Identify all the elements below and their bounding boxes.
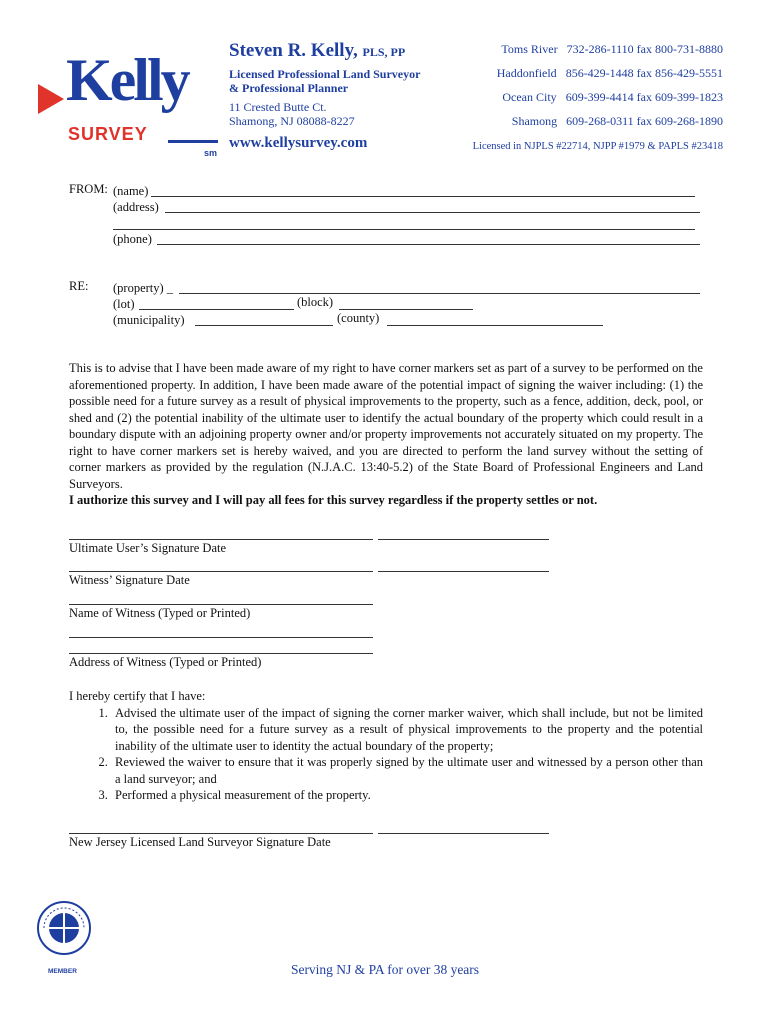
witness-signature-label: Witness’ Signature Date — [69, 573, 190, 587]
user-signature-line[interactable] — [69, 539, 373, 540]
re-property-row[interactable] — [113, 279, 700, 294]
address-line-1: 11 Crested Butte Ct. — [229, 100, 327, 114]
user-signature-label: Ultimate User’s Signature Date — [69, 541, 227, 555]
phone-field-label: (phone) — [113, 232, 152, 246]
county-line[interactable] — [387, 325, 603, 326]
certify-intro: I hereby certify that I have: — [69, 689, 206, 703]
logo-word: Kelly — [66, 47, 188, 113]
witness-name-line[interactable] — [69, 604, 373, 605]
address-line-2: Shamong, NJ 08088-8227 — [229, 114, 355, 128]
logo-arrow-icon — [38, 84, 66, 114]
property-field-label: (property) _ — [113, 281, 174, 295]
surveyor-title — [229, 67, 420, 95]
witness-address-line-2[interactable] — [69, 653, 373, 654]
office-phones: 609-268-0311 fax 609-268-1890 — [566, 114, 723, 128]
from-address-row[interactable] — [113, 198, 700, 213]
office-contacts — [433, 42, 723, 138]
witness-name-label: Name of Witness (Typed or Printed) — [69, 606, 251, 620]
office-phones: 732-286-1110 fax 800-731-8880 — [566, 42, 723, 56]
from-label: FROM: — [69, 182, 108, 196]
office-toms-river — [433, 42, 723, 66]
name-field-label: (name) — [113, 184, 149, 198]
society-seal-icon — [36, 898, 92, 966]
certify-list — [69, 705, 703, 804]
municipality-field-label: (municipality) — [113, 313, 185, 327]
name-line[interactable] — [151, 196, 695, 197]
re-label: RE: — [69, 279, 89, 293]
county-field-label: (county) — [337, 311, 380, 325]
title-line-2: & Professional Planner — [229, 81, 349, 95]
logo-subtitle: SURVEY — [68, 124, 148, 144]
witness-signature-line[interactable] — [69, 571, 373, 572]
waiver-paragraph — [69, 360, 703, 509]
from-name-row[interactable] — [113, 182, 695, 197]
certification-section — [69, 688, 703, 804]
logo-service-mark: sm — [204, 148, 218, 158]
surveyor-name-text: Steven R. Kelly, — [229, 40, 358, 61]
block-line[interactable] — [339, 309, 473, 310]
office-phones: 856-429-1448 fax 856-429-5551 — [565, 66, 723, 80]
office-ocean-city — [433, 90, 723, 114]
office-phones: 609-399-4414 fax 609-399-1823 — [565, 90, 723, 104]
office-city: Ocean City — [502, 90, 557, 104]
company-logo — [38, 44, 223, 164]
certify-item: 2. Reviewed the waiver to ensure that it was properly signed by the ultimate user and witnessed by a person other than a land surveyor; and — [111, 754, 703, 787]
certify-item: 1. Advised the ultimate user of the impact of signing the corner marker waiver, which shall include, but not be limited to, the possible need for a future survey as a result of physical improvements to the property and the potential inability of the ultimate user to identity the actual boundary of the property; — [111, 705, 703, 755]
office-haddonfield — [433, 66, 723, 90]
phone-line[interactable] — [157, 244, 700, 245]
surveyor-name — [229, 40, 405, 62]
witness-address-label: Address of Witness (Typed or Printed) — [69, 655, 262, 669]
website-link[interactable]: www.kellysurvey.com — [229, 135, 368, 151]
from-phone-row[interactable] — [113, 230, 700, 245]
address-line[interactable] — [165, 212, 700, 213]
re-municipality-county-row[interactable] — [113, 311, 603, 326]
municipality-line[interactable] — [195, 325, 333, 326]
title-line-1: Licensed Professional Land Surveyor — [229, 67, 421, 81]
office-city: Toms River — [501, 42, 558, 56]
authorize-statement: I authorize this survey and I will pay all fees for this survey regardless if the property settles or not. — [69, 493, 598, 507]
property-line[interactable] — [179, 293, 700, 294]
lot-field-label: (lot) — [113, 297, 135, 311]
surveyor-credentials: PLS, PP — [362, 45, 406, 59]
office-city: Haddonfield — [496, 66, 557, 80]
address-field-label: (address) — [113, 200, 159, 214]
office-shamong — [433, 114, 723, 138]
seal-member-label: MEMBER — [48, 968, 77, 975]
witness-address-line-1[interactable] — [69, 637, 373, 638]
license-numbers: Licensed in NJPLS #22714, NJPP #1979 & PAPLS #23418 — [472, 141, 723, 152]
lot-line[interactable] — [139, 309, 294, 310]
waiver-text: This is to advise that I have been made aware of my right to have corner markers set as part of a survey to be performed on the aforementioned property. In addition, I have been made aware of the potential impact of signing the waiver including: (1) the possible need for a future survey as a result of physical improvements to the property, such as a fence, addition, deck, pool, or shed and (2) the potential inability of the ultimate user to identify the actual boundary of the property which could result in a boundary dispute with an adjoining property owner and/or property improvements not accurately situated on my property. The right to have corner markers set is hereby waived, and you are directed to perform the land survey without the setting of corner markers as provided by the regulation (N.J.A.C. 13:40-5.2) of the State Board of Professional Engineers and Land Surveyors. — [69, 361, 703, 491]
re-lot-block-row[interactable] — [113, 295, 473, 310]
tagline: Serving NJ & PA for over 38 years — [290, 962, 480, 977]
surveyor-date-line[interactable] — [378, 833, 549, 834]
surveyor-signature-line[interactable] — [69, 833, 373, 834]
witness-date-line[interactable] — [378, 571, 549, 572]
certify-item: 3. Performed a physical measurement of the property. — [111, 787, 703, 804]
block-field-label: (block) — [297, 295, 334, 309]
user-date-line[interactable] — [378, 539, 549, 540]
surveyor-signature-label: New Jersey Licensed Land Surveyor Signature Date — [69, 835, 331, 849]
logo-underline — [168, 140, 218, 143]
surveyor-address — [229, 100, 355, 128]
office-city: Shamong — [511, 114, 558, 128]
